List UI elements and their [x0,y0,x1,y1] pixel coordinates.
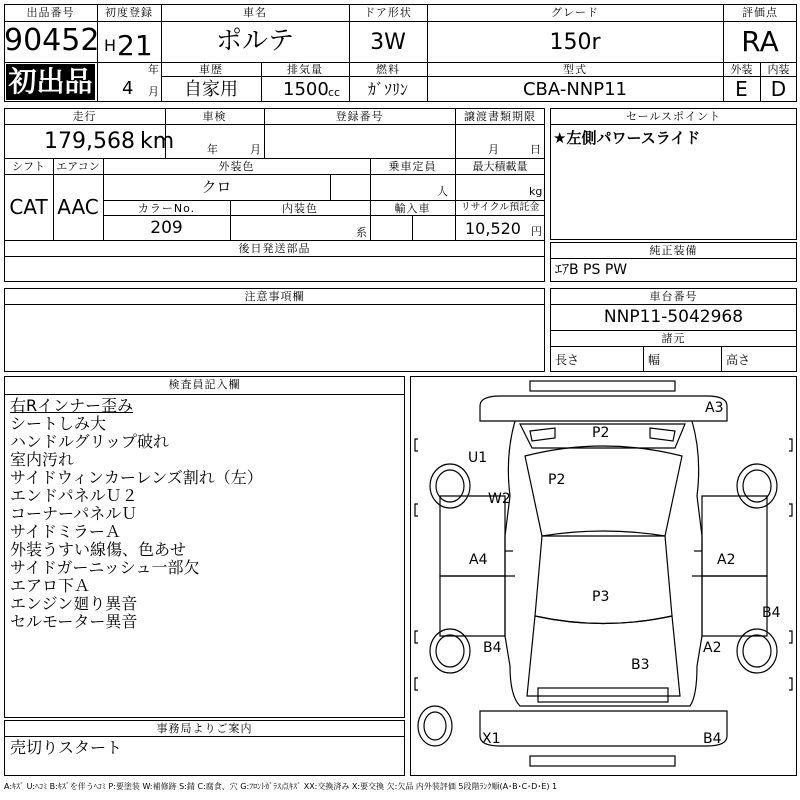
sales-points-box [550,108,797,240]
lot-number: 90452 [4,23,100,58]
inspector-note: サイドガーニッシュ一部欠 [10,558,200,577]
inspector-note: エンドパネルＵ２ [10,486,138,505]
inspector-note: セルモーター異音 [10,612,138,631]
exterior-color-label: 外装色 [218,160,255,173]
mark-b4-right: B4 [762,605,781,621]
first-reg-month: 4 [122,78,134,99]
interior-color-unit: 系 [356,226,367,239]
inspector-label: 検査員記入欄 [168,378,241,391]
height-label: 高さ [726,353,751,367]
inspector-note: エアロ下Ａ [10,576,91,595]
inspector-note: エンジン廻り異音 [10,594,138,613]
inspection-label: 車検 [202,110,227,123]
inspector-note: ハンドルグリップ破れ [10,432,170,451]
office-label: 事務局よりご案内 [156,722,253,735]
model-code: CBA-NNP11 [522,79,628,100]
history: 自家用 [184,79,238,100]
sales-points-label: セールスポイント [625,110,721,123]
max-load-label: 最大積載量 [472,160,528,173]
mark-a2-mid: A2 [717,552,736,568]
era: H [104,36,117,55]
mark-p3: P3 [592,589,610,605]
recycle-unit: 円 [531,225,542,238]
year-unit: 年 [148,63,159,76]
interior-label: 内装 [767,63,790,76]
model-label: 型式 [563,63,587,76]
plate-label: 登録番号 [335,110,384,123]
lot-number-label: 出品番号 [26,6,75,19]
sales-point-text: ★左側パワースライド [553,129,701,147]
car-name-label: 車名 [243,6,267,19]
dims-label: 諸元 [661,332,686,345]
overall-score: RA [741,25,779,58]
transfer-deadline-label: 譲渡書類期限 [464,110,536,123]
inspector-notes-list [10,397,263,631]
mark-w2: W2 [488,491,511,507]
recycle-fee: 10,520 [465,219,521,238]
capacity-unit: 人 [437,185,448,198]
displacement: 1500 [283,79,329,100]
inspector-note: 外装うすい線傷、色あせ [10,540,187,559]
legend: A:ｷｽﾞ U:ﾍｺﾐ B:ｷｽﾞを伴うﾍｺﾐ P:要塗装 W:補修跡 S:錆 C:腐食、穴 G:ﾌﾛﾝﾄｶﾞﾗｽ点ｷｽﾞ XX:交換済み X:要交換 欠:欠品 内外装評価 5段階ﾗﾝｸ順(A･B･C･D･E) 1 [4,782,558,791]
exterior-label: 外装 [730,63,753,76]
mark-x1: X1 [482,731,501,747]
grade: 150r [549,30,601,55]
chassis-number: NNP11-5042968 [603,307,744,327]
first-reg-label: 初度登録 [105,6,153,19]
inspector-note: 右Rインナー歪み [10,396,134,415]
fuel-label: 燃料 [376,63,400,76]
mark-u1: U1 [468,450,488,466]
later-parts-label: 後日発送部品 [238,242,311,255]
equipment-text: ｴｱB PS PW [555,262,628,278]
max-load-unit: kg [529,185,543,198]
mark-a4: A4 [469,552,488,568]
inspector-note: サイドミラーＡ [10,522,121,541]
capacity-label: 乗車定員 [388,160,437,173]
score-label: 評価点 [742,6,778,19]
mark-b4-bottom: B4 [703,731,722,747]
month-unit: 月 [148,85,159,98]
first-listing-badge: 初出品 [6,64,95,100]
inspection-year-unit: 年 [207,143,218,156]
office-text: 売切りスタート [10,738,123,757]
air-conditioner: AAC [57,195,99,219]
shift: CAT [9,195,48,219]
mark-b4-left: B4 [483,640,502,656]
mileage: 179,568 [44,129,135,154]
chassis-label: 車台番号 [649,290,698,303]
transfer-month-unit: 月 [488,143,499,156]
import-label: 輸入車 [394,202,431,215]
grade-label: グレード [551,6,599,19]
door-type: 3W [370,30,406,55]
equipment-label: 純正装備 [649,244,698,257]
mark-b3: B3 [631,657,650,673]
inspector-note: 室内汚れ [10,450,75,469]
fuel: ｶﾞｿﾘﾝ [367,80,408,99]
mark-a2-low: A2 [703,640,722,656]
car-name: ポルテ [215,26,294,56]
ac-label: エアコン [56,160,100,173]
first-reg-year: 21 [117,29,153,62]
color-no-label: カラーNo. [137,202,196,215]
inspector-note: サイドウィンカーレンズ割れ（左） [10,468,263,487]
history-label: 車歴 [199,63,223,76]
transfer-day-unit: 日 [530,143,541,156]
inspector-note: シートしみ大 [10,414,107,433]
notes-label: 注意事項欄 [244,290,305,303]
width-label: 幅 [648,353,661,367]
color-number: 209 [150,218,183,238]
interior-grade: D [770,77,787,101]
mark-p2-top: P2 [592,425,610,441]
inspection-month-unit: 月 [250,143,261,156]
interior-color-label: 内装色 [282,202,318,215]
mark-p2: P2 [548,472,566,488]
mileage-unit: km [140,129,175,154]
exterior-color: クロ [201,178,232,196]
inspector-note: コーナーパネルＵ [10,504,138,523]
mileage-label: 走行 [72,110,97,123]
door-label: ドア形状 [364,6,412,19]
cc-unit: cc [328,86,341,99]
shift-label: シフト [12,160,45,173]
mark-a3: A3 [705,400,724,416]
exterior-grade: E [735,77,748,101]
length-label: 長さ [555,353,580,367]
displacement-label: 排気量 [287,63,323,76]
recycle-label: リサイクル預託金 [460,202,540,213]
